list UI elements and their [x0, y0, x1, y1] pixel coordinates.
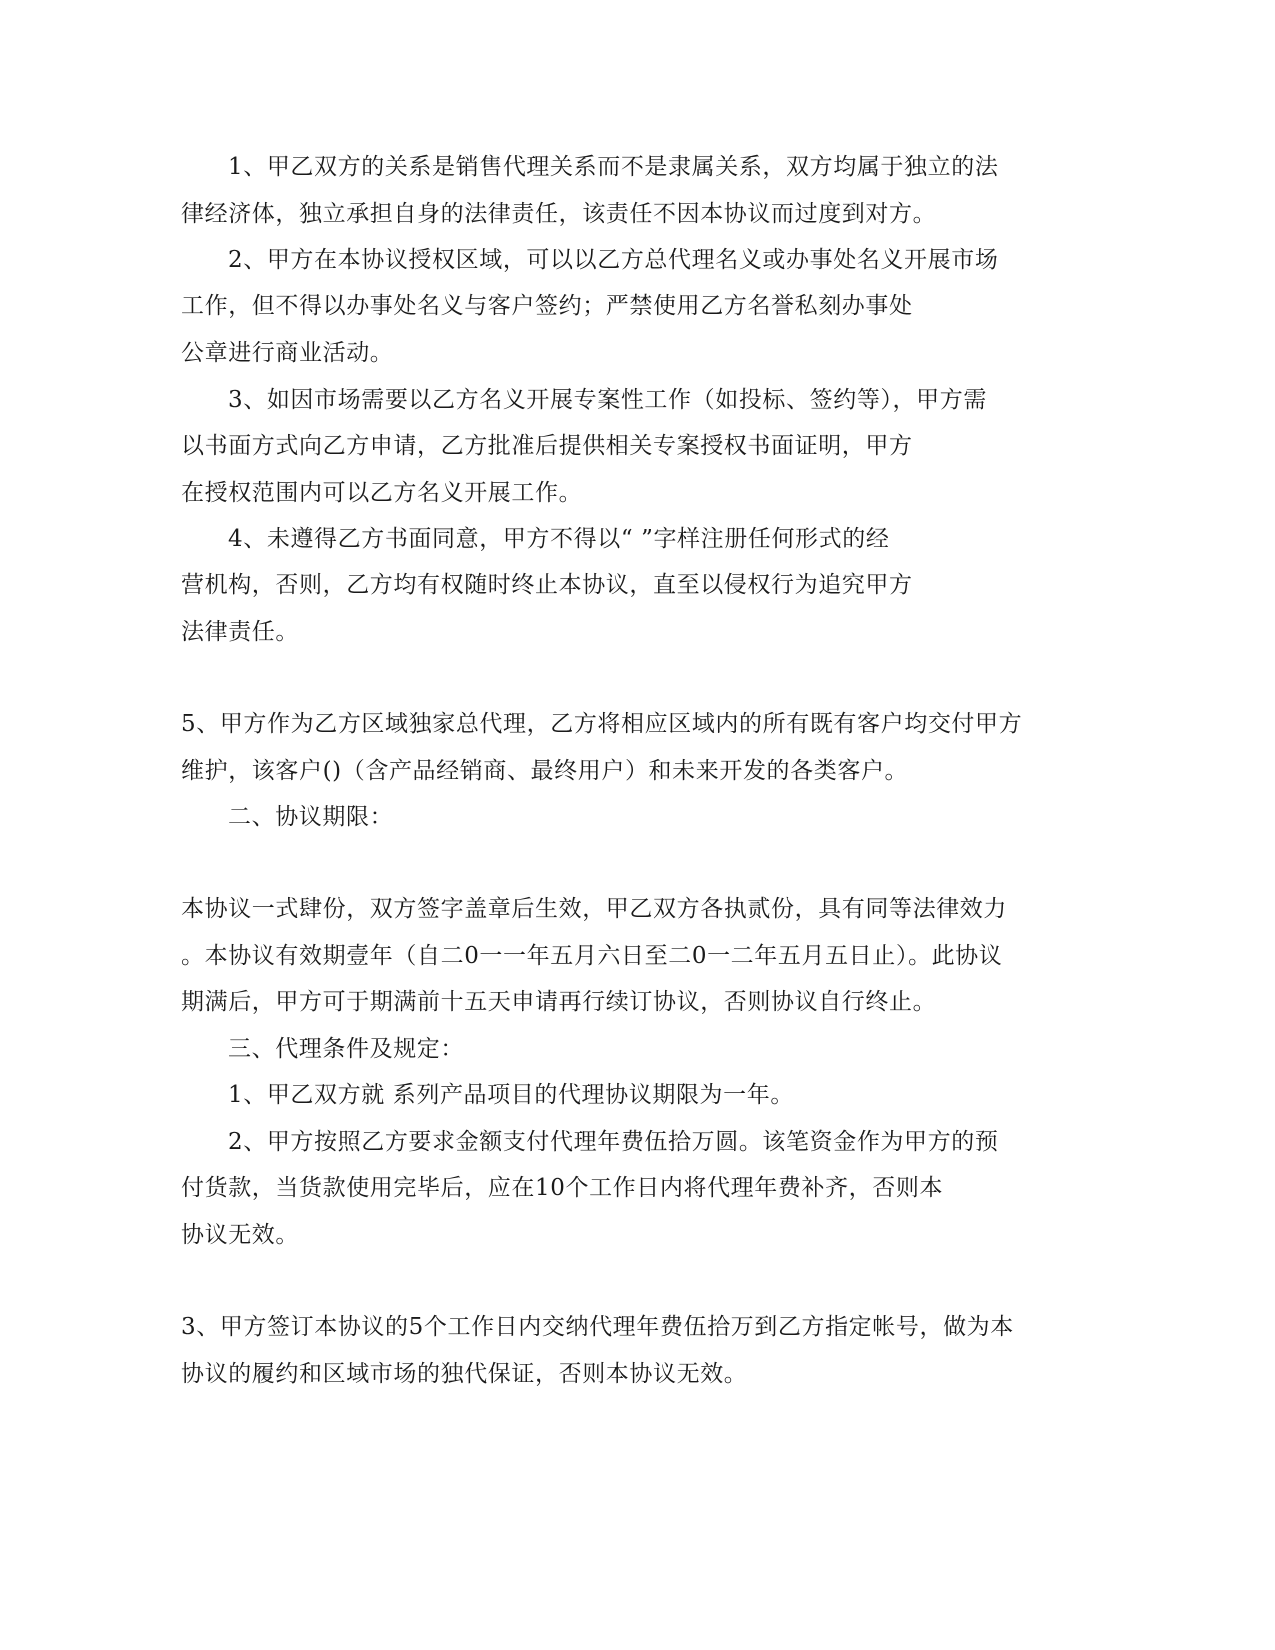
text-line: 协议无效。	[181, 1222, 299, 1248]
text-line: 本协议一式肆份，双方签字盖章后生效，甲乙双方各执贰份，具有同等法律效力	[181, 896, 1007, 922]
text-line: 5、甲方作为乙方区域独家总代理，乙方将相应区域内的所有既有客户均交付甲方	[181, 711, 1023, 737]
text-line: 。本协议有效期壹年（自二0一一年五月六日至二0一二年五月五日止）。此协议	[181, 943, 1003, 969]
text-line: 2、甲方按照乙方要求金额支付代理年费伍拾万圆。该笔资金作为甲方的预	[228, 1129, 999, 1155]
text-line: 工作，但不得以办事处名义与客户签约；严禁使用乙方名誉私刻办事处	[181, 293, 913, 319]
text-line: 1、甲乙双方就 系列产品项目的代理协议期限为一年。	[228, 1082, 794, 1108]
section-heading: 三、代理条件及规定：	[228, 1036, 464, 1062]
text-line: 3、如因市场需要以乙方名义开展专案性工作（如投标、签约等），甲方需	[228, 387, 987, 413]
text-line: 在授权范围内可以乙方名义开展工作。	[181, 480, 583, 506]
text-line: 维护，该客户()（含产品经销商、最终用户）和未来开发的各类客户。	[181, 758, 909, 784]
text-line: 律经济体，独立承担自身的法律责任，该责任不因本协议而过度到对方。	[181, 201, 937, 227]
text-line: 3、甲方签订本协议的5个工作日内交纳代理年费伍拾万到乙方指定帐号，做为本	[181, 1314, 1014, 1340]
text-line: 营机构，否则，乙方均有权随时终止本协议，直至以侵权行为追究甲方	[181, 572, 913, 598]
section-heading: 二、协议期限：	[228, 804, 394, 830]
text-line: 1、甲乙双方的关系是销售代理关系而不是隶属关系，双方均属于独立的法	[228, 154, 999, 180]
text-line: 公章进行商业活动。	[181, 340, 394, 366]
text-line: 以书面方式向乙方申请，乙方批准后提供相关专案授权书面证明，甲方	[181, 433, 913, 459]
text-line: 法律责任。	[181, 619, 299, 645]
text-line: 期满后，甲方可于期满前十五天申请再行续订协议，否则协议自行终止。	[181, 989, 937, 1015]
text-line: 4、未遵得乙方书面同意，甲方不得以“ ”字样注册任何形式的经	[228, 526, 890, 552]
text-line: 2、甲方在本协议授权区域，可以以乙方总代理名义或办事处名义开展市场	[228, 247, 999, 273]
text-line: 协议的履约和区域市场的独代保证，否则本协议无效。	[181, 1361, 748, 1387]
text-line: 付货款，当货款使用完毕后，应在10个工作日内将代理年费补齐，否则本	[181, 1175, 944, 1201]
